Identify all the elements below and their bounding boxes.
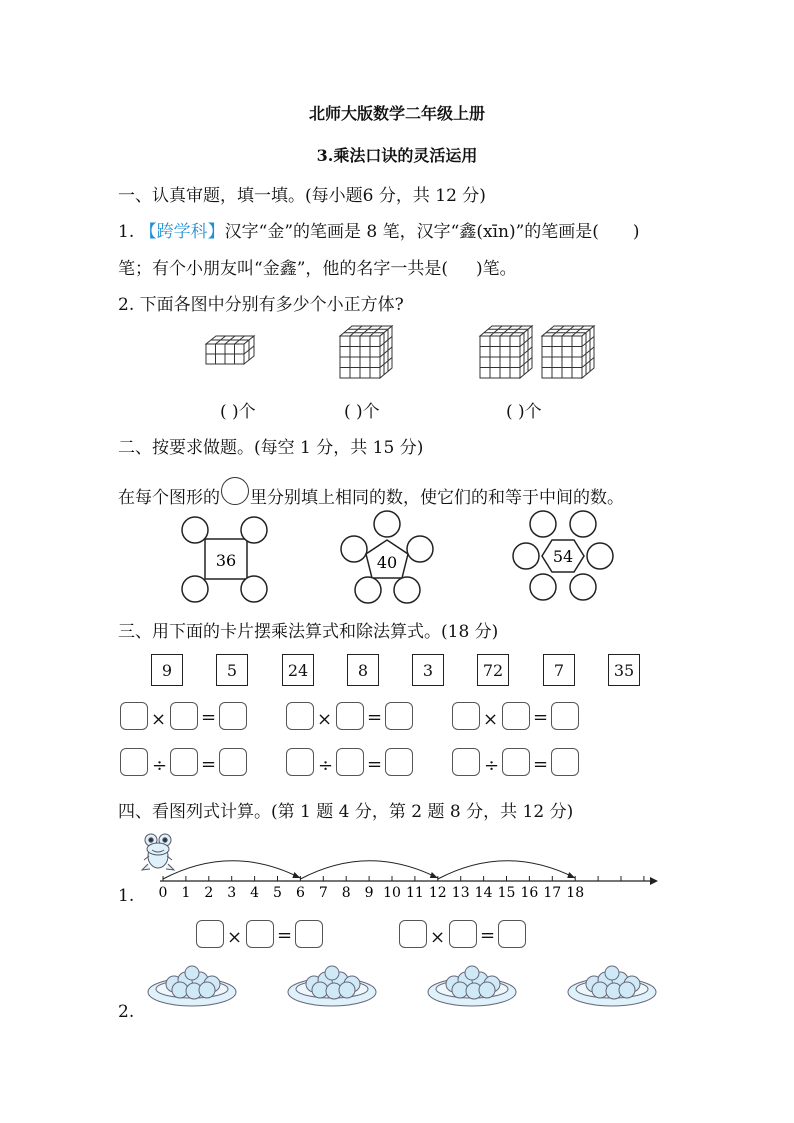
answer-box[interactable] <box>219 702 247 730</box>
number-line-label: 1 <box>181 885 191 900</box>
divide-sign: ÷ <box>152 755 168 776</box>
answer-circle[interactable] <box>394 577 420 603</box>
hexagon-puzzle <box>510 506 616 604</box>
answer-box[interactable] <box>170 748 198 776</box>
q1-text-a-end: ) <box>632 222 640 242</box>
arrow-head-icon <box>650 877 658 885</box>
q1-number: 1. <box>118 222 135 242</box>
number-line-label: 12 <box>428 885 447 900</box>
times-sign: × <box>317 709 333 730</box>
number-line <box>150 846 660 900</box>
answer-box[interactable] <box>246 920 274 948</box>
answer-circle[interactable] <box>513 543 539 569</box>
answer-box[interactable] <box>502 702 530 730</box>
section3-heading: 三、用下面的卡片摆乘法算式和除法算式。(18 分) <box>118 622 499 642</box>
center-value: 40 <box>376 553 398 572</box>
number-line-label: 5 <box>273 885 282 900</box>
answer-box[interactable] <box>452 748 480 776</box>
number-line-label: 16 <box>520 885 539 900</box>
pentagon-puzzle <box>336 506 438 606</box>
answer-circle[interactable] <box>530 574 556 600</box>
q1-line-a <box>118 217 640 242</box>
number-card[interactable]: 5 <box>216 654 248 686</box>
answer-box[interactable] <box>120 748 148 776</box>
number-line-label: 6 <box>295 885 305 900</box>
answer-circle[interactable] <box>570 511 596 537</box>
times-sign: × <box>430 927 446 948</box>
number-line-label: 13 <box>451 885 470 900</box>
answer-circle[interactable] <box>587 543 613 569</box>
answer-box[interactable] <box>219 748 247 776</box>
jump-arrow-icon <box>430 872 438 878</box>
answer-blank[interactable]: ( )个 <box>344 402 380 422</box>
instruction-text: 在每个图形的 <box>118 488 220 508</box>
equals-sign: = <box>201 754 217 775</box>
answer-blank[interactable]: ( )个 <box>220 402 256 422</box>
cube-figure-1 <box>200 330 260 370</box>
number-card[interactable]: 7 <box>543 654 575 686</box>
answer-circle[interactable] <box>341 536 367 562</box>
q1-text-b-end: )笔。 <box>476 259 517 279</box>
answer-box[interactable] <box>498 920 526 948</box>
number-card[interactable]: 9 <box>151 654 183 686</box>
apple-plate-icon <box>146 962 238 1010</box>
answer-box[interactable] <box>336 748 364 776</box>
answer-circle[interactable] <box>570 574 596 600</box>
answer-circle[interactable] <box>182 576 208 602</box>
answer-circle[interactable] <box>182 517 208 543</box>
equals-sign: = <box>367 754 383 775</box>
answer-box[interactable] <box>502 748 530 776</box>
number-line-label: 10 <box>383 885 401 900</box>
number-line-label: 2 <box>204 885 214 900</box>
answer-box[interactable] <box>170 702 198 730</box>
answer-box[interactable] <box>286 702 314 730</box>
jump-arrow-icon <box>292 872 300 878</box>
answer-circle[interactable] <box>241 517 267 543</box>
times-sign: × <box>483 709 499 730</box>
answer-box[interactable] <box>551 702 579 730</box>
section4-heading: 四、看图列式计算。(第 1 题 4 分，第 2 题 8 分，共 12 分) <box>118 802 574 822</box>
cross-subject-tag: 【跨学科】 <box>139 222 225 242</box>
number-card[interactable]: 72 <box>477 654 509 686</box>
answer-box[interactable] <box>551 748 579 776</box>
answer-circle[interactable] <box>407 536 433 562</box>
q1-line-b <box>118 254 517 279</box>
book-title: 北师大版数学二年级上册 <box>308 104 485 123</box>
number-line-label: 7 <box>318 885 328 900</box>
answer-box[interactable] <box>295 920 323 948</box>
apple-plate-icon <box>286 962 378 1010</box>
equals-sign: = <box>201 707 217 728</box>
cube-figure-2 <box>336 322 398 382</box>
number-line-label: 9 <box>364 885 374 900</box>
number-line-label: 8 <box>341 885 351 900</box>
answer-box[interactable] <box>196 920 224 948</box>
answer-box[interactable] <box>336 702 364 730</box>
number-line-label: 4 <box>250 885 260 900</box>
answer-box[interactable] <box>286 748 314 776</box>
answer-box[interactable] <box>399 920 427 948</box>
number-line-label: 15 <box>497 885 516 900</box>
answer-circle[interactable] <box>355 577 381 603</box>
number-line-label: 14 <box>474 885 493 900</box>
equals-sign: = <box>533 707 549 728</box>
center-value: 36 <box>215 551 237 570</box>
square-puzzle <box>176 510 276 606</box>
answer-circle[interactable] <box>530 511 556 537</box>
answer-box[interactable] <box>385 702 413 730</box>
number-line-label: 17 <box>543 885 562 900</box>
q1-text-b: 笔；有个小朋友叫“金鑫”，他的名字一共是( <box>118 259 449 279</box>
times-sign: × <box>151 709 167 730</box>
equals-sign: = <box>277 925 293 946</box>
instruction-text: 里分别填上相同的数，使它们的和等于中间的数。 <box>250 488 624 508</box>
answer-blank[interactable]: ( )个 <box>506 402 542 422</box>
section1-heading: 一、认真审题，填一填。(每小题6 分，共 12 分) <box>118 186 486 206</box>
answer-box[interactable] <box>452 702 480 730</box>
equals-sign: = <box>533 754 549 775</box>
answer-circle[interactable] <box>241 576 267 602</box>
circle-icon <box>221 477 249 505</box>
number-card[interactable]: 35 <box>608 654 640 686</box>
number-card[interactable]: 24 <box>282 654 314 686</box>
q4-1-number: 1. <box>118 886 135 906</box>
divide-sign: ÷ <box>484 755 500 776</box>
q4-2-number: 2. <box>118 1002 135 1022</box>
number-line-label: 3 <box>227 885 237 900</box>
cube-figure-3 <box>476 322 600 382</box>
apple-plate-icon <box>566 962 658 1010</box>
equals-sign: = <box>480 925 496 946</box>
divide-sign: ÷ <box>318 755 334 776</box>
number-line-label: 18 <box>566 885 585 900</box>
number-card[interactable]: 8 <box>347 654 379 686</box>
center-value: 54 <box>552 547 574 566</box>
answer-box[interactable] <box>120 702 148 730</box>
apple-plate-icon <box>426 962 518 1010</box>
section2-instruction <box>118 477 624 508</box>
answer-circle[interactable] <box>374 511 400 537</box>
section2-heading: 二、按要求做题。(每空 1 分，共 15 分) <box>118 438 424 458</box>
number-line-label: 0 <box>158 885 168 900</box>
answer-box[interactable] <box>385 748 413 776</box>
jump-arrow-icon <box>567 872 575 878</box>
equals-sign: = <box>367 707 383 728</box>
answer-box[interactable] <box>449 920 477 948</box>
times-sign: × <box>227 927 243 948</box>
q1-text-a: 汉字“金”的笔画是 8 笔，汉字“鑫(xīn)”的笔画是( <box>224 222 599 242</box>
q2-text: 2. 下面各图中分别有多少个小正方体? <box>118 295 404 315</box>
number-line-label: 11 <box>405 885 424 900</box>
unit-title: 3.乘法口诀的灵活运用 <box>316 146 478 165</box>
number-card[interactable]: 3 <box>412 654 444 686</box>
